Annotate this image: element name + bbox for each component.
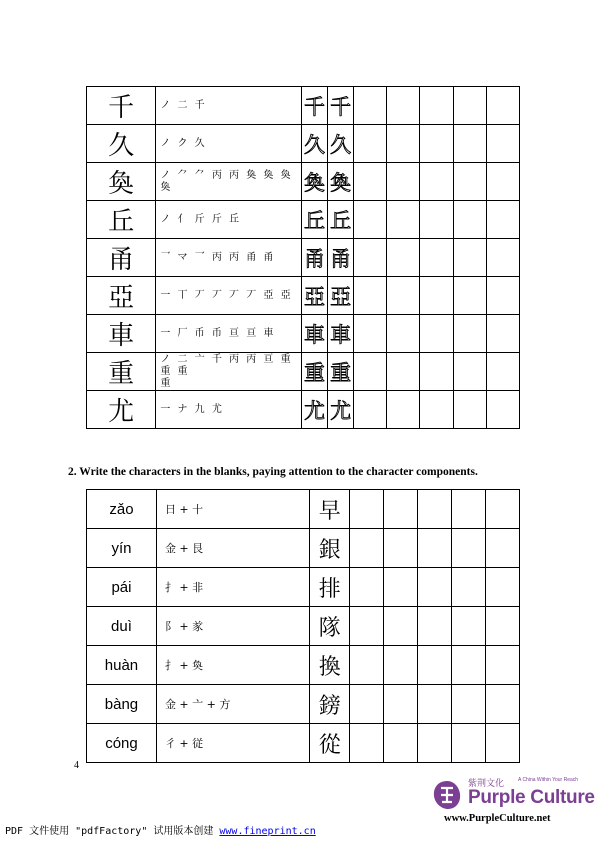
practice-cell[interactable] [453, 239, 486, 277]
practice-cell[interactable] [354, 239, 387, 277]
trace-character: 千 [328, 87, 354, 125]
practice-cell[interactable] [350, 646, 384, 685]
practice-cell[interactable] [384, 529, 418, 568]
trace-character: 丘 [301, 201, 327, 239]
practice-cell[interactable] [354, 315, 387, 353]
logo-tagline: A China Within Your Reach [518, 777, 579, 783]
table-row [87, 646, 520, 685]
practice-cell[interactable] [452, 607, 486, 646]
table-row [87, 724, 520, 763]
practice-cell[interactable] [387, 163, 420, 201]
model-character: 尤 [87, 391, 156, 429]
practice-cell[interactable] [486, 646, 520, 685]
answer-character: 換 [310, 646, 350, 685]
practice-cell[interactable] [486, 607, 520, 646]
practice-cell[interactable] [387, 87, 420, 125]
answer-character: 從 [310, 724, 350, 763]
practice-cell[interactable] [354, 353, 387, 391]
trace-character: 車 [328, 315, 354, 353]
practice-cell[interactable] [453, 391, 486, 429]
practice-cell[interactable] [418, 607, 452, 646]
stroke-order [156, 391, 302, 429]
practice-cell[interactable] [453, 87, 486, 125]
model-character: 重 [87, 353, 156, 391]
pinyin-cell: pái [87, 568, 157, 607]
table-row [87, 568, 520, 607]
table-row [87, 685, 520, 724]
practice-cell[interactable] [486, 490, 520, 529]
practice-cell[interactable] [486, 391, 519, 429]
stroke-order [156, 125, 302, 163]
practice-cell[interactable] [387, 353, 420, 391]
practice-cell[interactable] [486, 724, 520, 763]
stroke-sequence: ノ ⺈ ⺈ 丙 丙 奐 奐 奐 奐 [160, 169, 293, 193]
pinyin-cell: duì [87, 607, 157, 646]
answer-character: 銀 [310, 529, 350, 568]
practice-cell[interactable] [384, 568, 418, 607]
trace-character: 久 [301, 125, 327, 163]
table-row [87, 87, 520, 125]
trace-character: 重 [328, 353, 354, 391]
stroke-sequence: 乛 マ 乛 丙 丙 甬 甬 [160, 251, 276, 263]
footer-link[interactable]: www.fineprint.cn [219, 826, 316, 837]
practice-cell[interactable] [418, 685, 452, 724]
practice-cell[interactable] [350, 490, 384, 529]
practice-cell[interactable] [350, 607, 384, 646]
trace-character: 重 [301, 353, 327, 391]
practice-cell[interactable] [453, 201, 486, 239]
table-row [87, 125, 520, 163]
practice-cell[interactable] [486, 529, 520, 568]
practice-cell[interactable] [420, 353, 453, 391]
pinyin-cell: bàng [87, 685, 157, 724]
components-cell: 阝 + 㒸 [156, 607, 309, 646]
practice-cell[interactable] [453, 353, 486, 391]
stroke-order [156, 201, 302, 239]
practice-cell[interactable] [418, 529, 452, 568]
stroke-order-table [86, 86, 520, 429]
practice-cell[interactable] [387, 277, 420, 315]
practice-cell[interactable] [387, 315, 420, 353]
stroke-sequence-wrap: 重 [160, 377, 173, 389]
practice-cell[interactable] [420, 87, 453, 125]
stroke-sequence: ノ ク 久 [160, 137, 207, 149]
components-cell: 日 + 十 [156, 490, 309, 529]
practice-cell[interactable] [452, 568, 486, 607]
page-number: 4 [74, 760, 79, 771]
trace-character: 甬 [301, 239, 327, 277]
components-cell: 扌 + 奐 [156, 646, 309, 685]
practice-cell[interactable] [452, 490, 486, 529]
answer-character: 排 [310, 568, 350, 607]
practice-cell[interactable] [486, 315, 519, 353]
practice-cell[interactable] [486, 685, 520, 724]
practice-cell[interactable] [486, 353, 519, 391]
practice-cell[interactable] [486, 239, 519, 277]
practice-cell[interactable] [486, 201, 519, 239]
model-character: 奐 [87, 163, 156, 201]
trace-character: 車 [301, 315, 327, 353]
practice-cell[interactable] [420, 163, 453, 201]
pinyin-cell: yín [87, 529, 157, 568]
table-row [87, 607, 520, 646]
practice-cell[interactable] [486, 277, 519, 315]
practice-cell[interactable] [418, 724, 452, 763]
stroke-sequence: 一 丅 丆 丆 丆 丆 亞 亞 [160, 289, 293, 301]
practice-cell[interactable] [452, 646, 486, 685]
logo-url[interactable]: www.PurpleCulture.net [444, 813, 551, 824]
trace-character: 丘 [328, 201, 354, 239]
table-row [87, 315, 520, 353]
section-heading: 2. Write the characters in the blanks, paying attention to the character components. [68, 466, 478, 478]
trace-character: 尤 [328, 391, 354, 429]
practice-cell[interactable] [387, 201, 420, 239]
trace-character: 甬 [328, 239, 354, 277]
stroke-sequence: 一 厂 币 币 亘 亘 車 [160, 327, 276, 339]
practice-cell[interactable] [420, 239, 453, 277]
model-character: 車 [87, 315, 156, 353]
practice-cell[interactable] [354, 163, 387, 201]
stroke-order [156, 87, 302, 125]
components-cell: 金 + 亠 + 方 [156, 685, 309, 724]
practice-cell[interactable] [452, 724, 486, 763]
trace-character: 亞 [328, 277, 354, 315]
components-cell: 扌 + 非 [156, 568, 309, 607]
stroke-order [156, 239, 302, 277]
practice-cell[interactable] [420, 125, 453, 163]
practice-cell[interactable] [420, 315, 453, 353]
stroke-order [156, 353, 302, 391]
practice-cell[interactable] [350, 529, 384, 568]
table-row [87, 529, 520, 568]
logo-seal-icon [430, 778, 464, 812]
practice-cell[interactable] [453, 163, 486, 201]
practice-cell[interactable] [350, 685, 384, 724]
table-row [87, 490, 520, 529]
stroke-order [156, 315, 302, 353]
model-character: 久 [87, 125, 156, 163]
stroke-sequence: ノ 二 亠 千 丙 丙 亘 重 重 重 [160, 353, 293, 377]
practice-cell[interactable] [486, 163, 519, 201]
pinyin-cell: cóng [87, 724, 157, 763]
practice-cell[interactable] [486, 87, 519, 125]
practice-cell[interactable] [453, 125, 486, 163]
practice-cell[interactable] [384, 607, 418, 646]
practice-cell[interactable] [384, 724, 418, 763]
practice-cell[interactable] [420, 277, 453, 315]
stroke-sequence: ノ 二 千 [160, 99, 207, 111]
practice-cell[interactable] [387, 125, 420, 163]
practice-cell[interactable] [418, 490, 452, 529]
stroke-sequence: ノ 亻 斤 斤 丘 [160, 213, 242, 225]
table-row [87, 201, 520, 239]
pdf-footer [5, 822, 316, 837]
practice-cell[interactable] [350, 568, 384, 607]
practice-cell[interactable] [486, 568, 520, 607]
components-cell: 彳 + 従 [156, 724, 309, 763]
logo-english-text: Purple Culture [468, 787, 595, 808]
practice-cell[interactable] [418, 568, 452, 607]
table-row [87, 163, 520, 201]
practice-cell[interactable] [418, 646, 452, 685]
footer-text: PDF 文件使用 "pdfFactory" 试用版本创建 [5, 826, 220, 837]
stroke-order [156, 163, 302, 201]
model-character: 丘 [87, 201, 156, 239]
practice-cell[interactable] [453, 315, 486, 353]
trace-character: 尤 [301, 391, 327, 429]
model-character: 亞 [87, 277, 156, 315]
practice-cell[interactable] [486, 125, 519, 163]
stroke-order [156, 277, 302, 315]
components-table [86, 489, 520, 763]
practice-cell[interactable] [452, 529, 486, 568]
table-row [87, 239, 520, 277]
trace-character: 奐 [301, 163, 327, 201]
practice-cell[interactable] [387, 239, 420, 277]
pinyin-cell: zǎo [87, 490, 157, 529]
practice-cell[interactable] [384, 490, 418, 529]
answer-character: 隊 [310, 607, 350, 646]
model-character: 千 [87, 87, 156, 125]
pinyin-cell: huàn [87, 646, 157, 685]
trace-character: 亞 [301, 277, 327, 315]
practice-cell[interactable] [420, 201, 453, 239]
table-row [87, 277, 520, 315]
practice-cell[interactable] [354, 87, 387, 125]
table-row [87, 391, 520, 429]
practice-cell[interactable] [384, 646, 418, 685]
practice-cell[interactable] [354, 391, 387, 429]
model-character: 甬 [87, 239, 156, 277]
practice-cell[interactable] [452, 685, 486, 724]
table-row [87, 353, 520, 391]
answer-character: 早 [310, 490, 350, 529]
practice-cell[interactable] [453, 277, 486, 315]
practice-cell[interactable] [354, 277, 387, 315]
components-cell: 金 + 艮 [156, 529, 309, 568]
practice-cell[interactable] [384, 685, 418, 724]
trace-character: 千 [301, 87, 327, 125]
practice-cell[interactable] [354, 125, 387, 163]
trace-character: 久 [328, 125, 354, 163]
practice-cell[interactable] [350, 724, 384, 763]
practice-cell[interactable] [354, 201, 387, 239]
answer-character: 鎊 [310, 685, 350, 724]
practice-cell[interactable] [387, 391, 420, 429]
trace-character: 奐 [328, 163, 354, 201]
stroke-sequence: 一 ナ 九 尤 [160, 403, 224, 415]
logo-chinese-text: 紫荆文化 [468, 779, 505, 789]
practice-cell[interactable] [420, 391, 453, 429]
